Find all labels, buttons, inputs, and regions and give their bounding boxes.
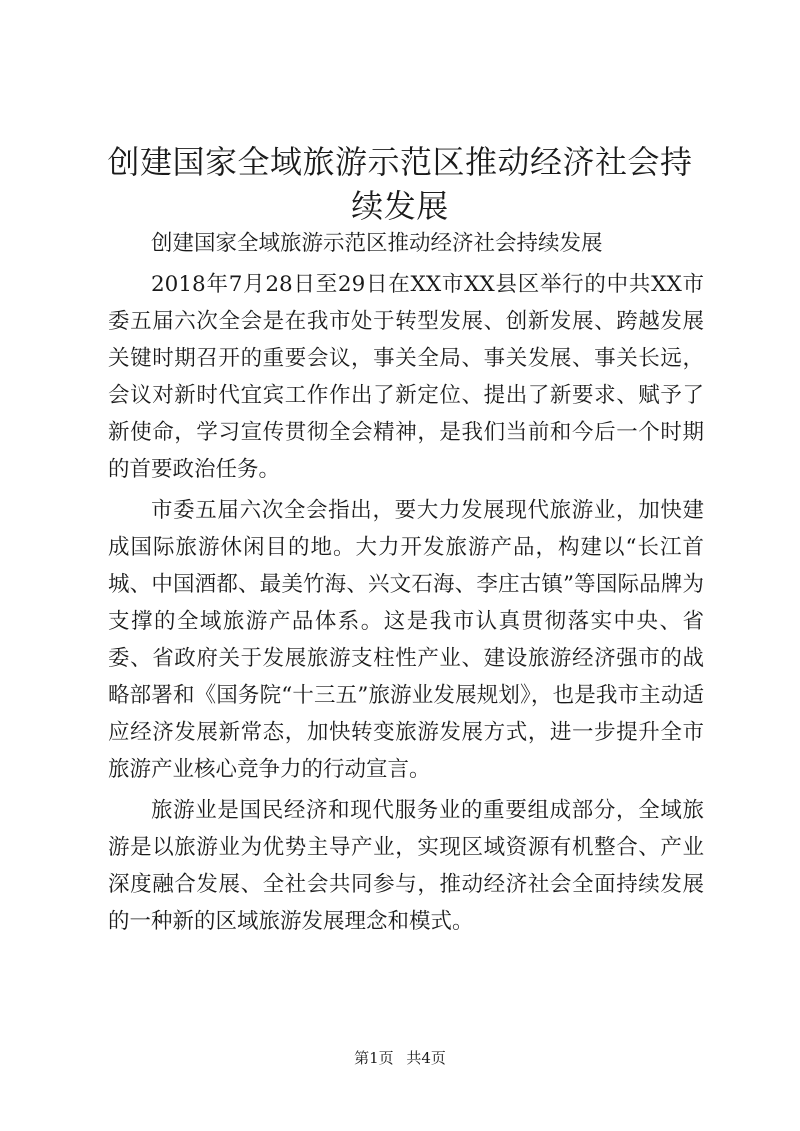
page-footer xyxy=(0,1048,800,1068)
document-title: 创建国家全域旅游示范区推动经济社会持续发展 xyxy=(107,143,693,225)
page-total: 共4页 xyxy=(406,1049,446,1067)
paragraph: 2018年7月28日至29日在XX市XX县区举行的中共XX市委五届六次全会是在我市处于转型发展、创新发展、跨越发展关键时期召开的重要会议，事关全局、事关发展、事关长远，会议对新时代宜宾工作作出了新定位、提出了新要求、赋予了新使命，学习宣传贯彻全会精神，是我们当前和今后一个时期的首要政治任务。 xyxy=(108,272,704,482)
page-number: 第1页 xyxy=(354,1049,394,1067)
paragraph: 市委五届六次全会指出，要大力发展现代旅游业，加快建成国际旅游休闲目的地。大力开发旅游产品，构建以“长江首城、中国酒都、最美竹海、兴文石海、李庄古镇”等国际品牌为支撑的全域旅游产品体系。这是我市认真贯彻落实中央、省委、省政府关于发展旅游支柱性产业、建设旅游经济强市的战略部署和《国务院“十三五”旅游业发展规划》，也是我市主动适应经济发展新常态，加快转变旅游发展方式，进一步提升全市旅游产业核心竞争力的行动宣言。 xyxy=(108,498,704,782)
paragraph-subtitle: 创建国家全域旅游示范区推动经济社会持续发展 xyxy=(151,231,603,256)
paragraph: 旅游业是国民经济和现代服务业的重要组成部分，全域旅游是以旅游业为优势主导产业，实现区域资源有机整合、产业深度融合发展、全社会共同参与，推动经济社会全面持续发展的一种新的区域旅游发展理念和模式。 xyxy=(108,798,704,934)
document-body xyxy=(108,225,704,944)
